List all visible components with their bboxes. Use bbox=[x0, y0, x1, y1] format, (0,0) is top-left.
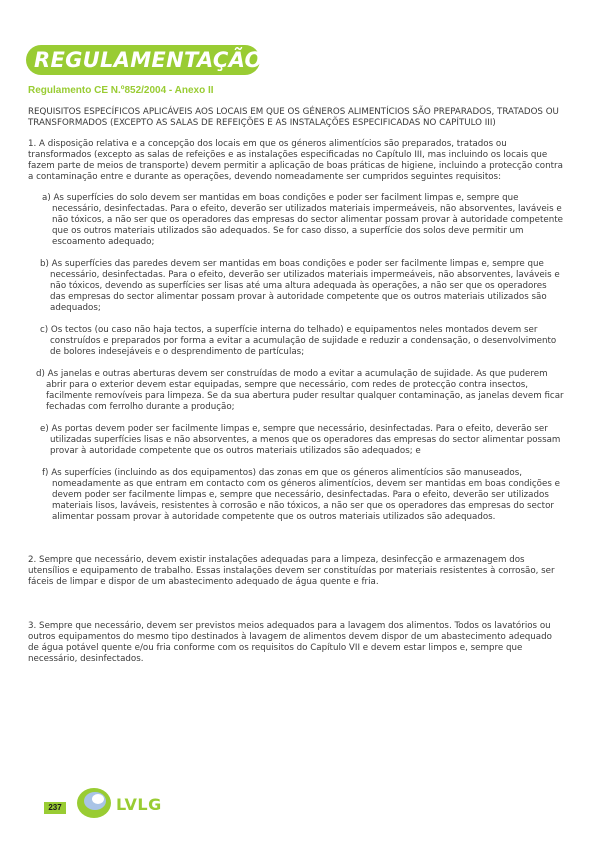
list-item-b: b) As superfícies das paredes devem ser mantidas em boas condições e poder ser facilmente limpas e, sempre que necessário, desinfectadas. Para o efeito, deverão ser utilizados materiais impermeáveis, não absorventes, laváveis e não tóxicos, devendo as superfícies ser lisas até uma altura adequada às operações, a não ser que os operadores das empresas do sector alimentar possam provar à autoridade competente que os outros materiais utilizados são adequados; bbox=[40, 259, 560, 313]
section-heading: REQUISITOS ESPECÍFICOS APLICÁVEIS AOS LOCAIS EM QUE OS GÉNEROS ALIMENTÍCIOS SÃO PREPARADOS, TRATADOS OU TRANSFORMADOS (EXCEPTO AS SALAS DE REFEIÇÕES E AS INSTALAÇÕES ESPECIFICADAS NO CAPÍTULO III) bbox=[28, 107, 559, 128]
paragraph-2: 2. Sempre que necessário, devem existir instalações adequadas para a limpeza, desinfecção e armazenagem dos utensílios e equipamento de trabalho. Essas instalações devem ser constituídas por materiais resistentes à corrosão, ser fáceis de limpar e dispor de um abastecimento adequado de água quente e fria. bbox=[28, 555, 555, 587]
page-number: 237 bbox=[44, 802, 66, 814]
document-body bbox=[28, 107, 564, 665]
paragraph-1: 1. A disposição relativa e a concepção dos locais em que os géneros alimentícios são preparados, tratados ou transformados (excepto as salas de refeições e as instalações especificadas no Capítulo III, mas incluindo os locais que fazem parte de meios de transporte) devem permitir a aplicação de boas práticas de higiene, incluindo a protecção contra a contaminação entre e durante as operações, devendo nomeadamente ser cumpridos seguintes requisitos: bbox=[28, 139, 563, 182]
list-item-e: e) As portas devem poder ser facilmente limpas e, sempre que necessário, desinfectadas. Para o efeito, deverão ser utilizadas superfícies lisas e não absorventes, a menos que os operadores das empresas do sector alimentar possam provar à autoridade competente que os outros materiais utilizados são adequados; e bbox=[40, 424, 561, 456]
regulation-subtitle: Regulamento CE N.º852/2004 - Anexo II bbox=[28, 85, 214, 96]
list-item-f: f) As superfícies (incluindo as dos equipamentos) das zonas em que os géneros alimentícios são manuseados, nomeadamente as que entram em contacto com os géneros alimentícios, devem ser mantidas em boas condições e devem poder ser facilmente limpas e, sempre que necessário, desinfectadas. Para o efeito, deverão ser utilizados materiais lisos, laváveis, resistentes à corrosão e não tóxicos, a não ser que os operadores das empresas do sector alimentar possam provar à autoridade competente que os outros materiais utilizados são adequados. bbox=[42, 468, 560, 522]
logo-text: LVLG bbox=[116, 795, 162, 814]
lvlg-logo-icon bbox=[74, 786, 114, 820]
paragraph-3: 3. Sempre que necessário, devem ser previstos meios adequados para a lavagem dos alimentos. Todos os lavatórios ou outros equipamentos do mesmo tipo destinados à lavagem de alimentos devem dispor de um abastecimento adequado de água potável quente e/ou fria conforme com os requisitos do Capítulo VII e devem estar limpos e, sempre que necessário, desinfectados. bbox=[28, 621, 552, 664]
list-item-d: d) As janelas e outras aberturas devem ser construídas de modo a evitar a acumulação de sujidade. As que puderem abrir para o exterior devem estar equipadas, sempre que necessário, com redes de protecção contra insectos, facilmente removíveis para limpeza. Se da sua abertura puder resultar qualquer contaminação, as janelas devem ficar fechadas com ferrolho durante a produção; bbox=[36, 369, 564, 412]
list-item-c: c) Os tectos (ou caso não haja tectos, a superfície interna do telhado) e equipamentos neles montados devem ser construídos e preparados por forma a evitar a acumulação de sujidade e reduzir a condensação, o desenvolvimento de bolores indesejáveis e o desprendimento de partículas; bbox=[40, 325, 557, 357]
page-title: REGULAMENTAÇÃO bbox=[34, 48, 263, 72]
list-item-a: a) As superfícies do solo devem ser mantidas em boas condições e poder ser facilment limpas e, sempre que necessário, desinfectadas. Para o efeito, deverão ser utilizados materiais impermeáveis, não absorventes, laváveis e não tóxicos, a não ser que os operadores das empresas do sector alimentar possam provar à autoridade competente que os outros materiais utilizados são adequados. Se for caso disso, a superfície dos solos deve permitir um escoamento adequado; bbox=[42, 193, 563, 247]
page-footer bbox=[44, 786, 244, 816]
